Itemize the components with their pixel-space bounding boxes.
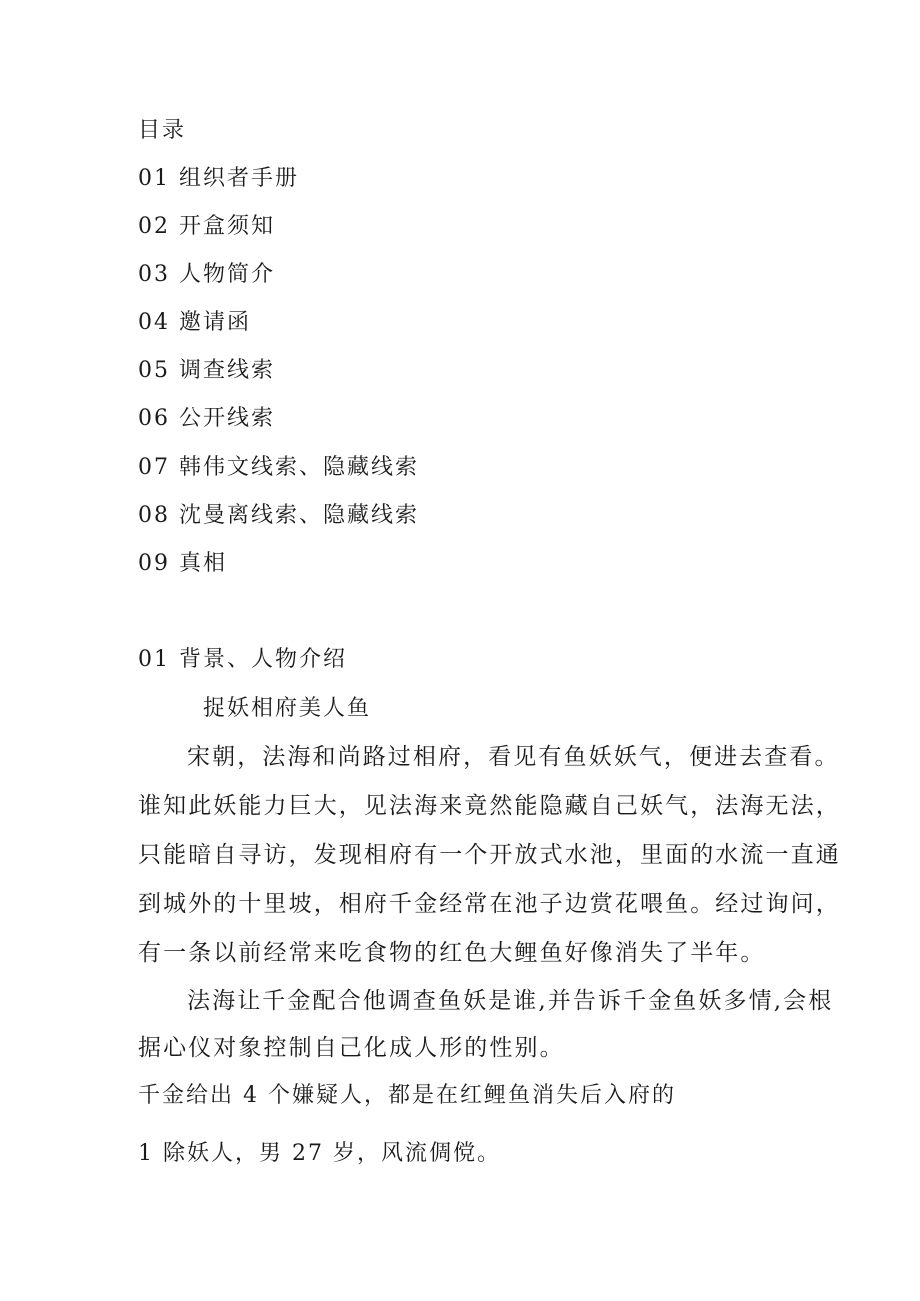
toc-title: 目录 — [138, 118, 187, 143]
paragraph2-line-1: 法海让千金配合他调查鱼妖是谁,并告诉千金鱼妖多情,会根 — [187, 988, 834, 1014]
toc-item-06: 06 公开线索 — [138, 406, 275, 431]
paragraph2-line-2: 据心仪对象控制自己化成人形的性别。 — [138, 1035, 565, 1061]
paragraph1-line-2: 谁知此妖能力巨大，见法海来竟然能隐藏自己妖气，法海无法， — [138, 793, 841, 819]
section-heading: 01 背景、人物介绍 — [138, 647, 347, 672]
suspects-intro: 千金给出 4 个嫌疑人，都是在红鲤鱼消失后入府的 — [138, 1083, 676, 1108]
toc-item-02: 02 开盒须知 — [138, 214, 275, 239]
toc-item-08: 08 沈曼离线索、隐藏线索 — [138, 503, 419, 528]
toc-item-09: 09 真相 — [138, 551, 227, 576]
paragraph1-line-1: 宋朝，法海和尚路过相府，看见有鱼妖妖气，便进去查看。 — [187, 744, 840, 770]
paragraph1-line-5: 有一条以前经常来吃食物的红色大鲤鱼好像消失了半年。 — [138, 940, 766, 966]
toc-item-07: 07 韩伟文线索、隐藏线索 — [138, 455, 419, 480]
toc-item-04: 04 邀请函 — [138, 310, 251, 335]
toc-item-01: 01 组织者手册 — [138, 166, 299, 191]
story-title: 捉妖相府美人鱼 — [203, 696, 372, 721]
paragraph1-line-4: 到城外的十里坡，相府千金经常在池子边赏花喂鱼。经过询问， — [138, 891, 841, 917]
toc-item-05: 05 调查线索 — [138, 358, 275, 383]
paragraph1-line-3: 只能暗自寻访，发现相府有一个开放式水池，里面的水流一直通 — [138, 842, 841, 868]
suspect-1: 1 除妖人，男 27 岁，风流倜傥。 — [138, 1141, 501, 1166]
toc-item-03: 03 人物简介 — [138, 262, 275, 287]
